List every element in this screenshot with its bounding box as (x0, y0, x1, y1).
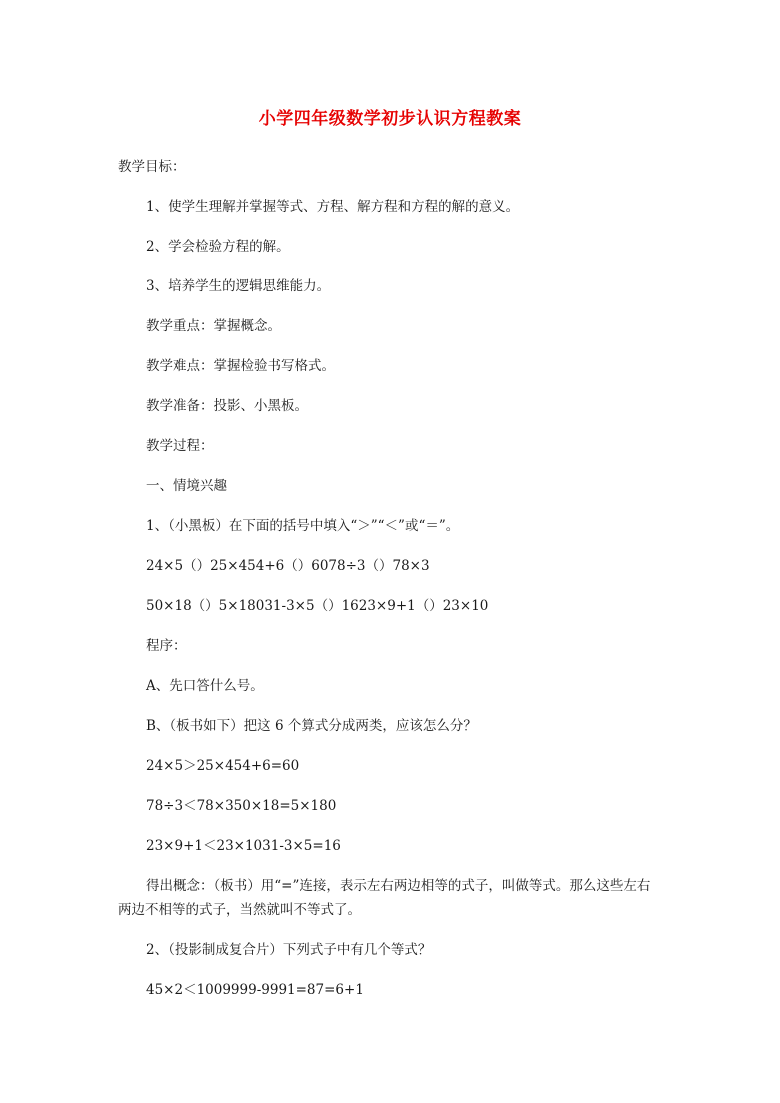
section-1-heading: 一、情境兴趣 (146, 478, 227, 494)
difficult-point: 教学难点：掌握检验书写格式。 (146, 358, 335, 374)
concept-paragraph: 得出概念：（板书）用“=”连接，表示左右两边相等的式子，叫做等式。那么这些左右两边不相等的式子，当然就叫不等式了。 (118, 878, 651, 918)
exercise-1-instruction: 1、（小黑板）在下面的括号中填入“＞”“＜”或“＝”。 (146, 518, 460, 534)
board-line-3: 23×9+1＜23×1031-3×5=16 (146, 838, 341, 854)
procedure-step-a: A、先口答什么号。 (146, 678, 264, 694)
board-line-1: 24×5＞25×454+6=60 (146, 758, 300, 774)
expression-row-1: 24×5（）25×454+6（）6078÷3（）78×3 (146, 558, 430, 574)
teaching-preparation: 教学准备：投影、小黑板。 (146, 398, 308, 414)
teaching-goals-heading: 教学目标： (118, 159, 186, 175)
procedure-step-b: B、（板书如下）把这 6 个算式分成两类，应该怎么分？ (146, 718, 477, 734)
procedure-heading: 程序： (146, 638, 187, 654)
expression-row-2: 50×18（）5×18031-3×5（）1623×9+1（）23×10 (146, 598, 489, 614)
teaching-process-heading: 教学过程： (146, 438, 214, 454)
page-title: 小学四年级数学初步认识方程教案 (258, 109, 522, 129)
goal-1: 1、使学生理解并掌握等式、方程、解方程和方程的解的意义。 (146, 199, 520, 215)
exercise-2-instruction: 2、（投影制成复合片）下列式子中有几个等式？ (146, 942, 432, 958)
goal-3: 3、培养学生的逻辑思维能力。 (146, 278, 331, 294)
goal-2: 2、学会检验方程的解。 (146, 239, 290, 255)
exercise-2-expressions: 45×2＜1009999-9991=87=6+1 (146, 982, 364, 998)
board-line-2: 78÷3＜78×350×18=5×180 (146, 798, 337, 814)
key-point: 教学重点：掌握概念。 (146, 318, 281, 334)
